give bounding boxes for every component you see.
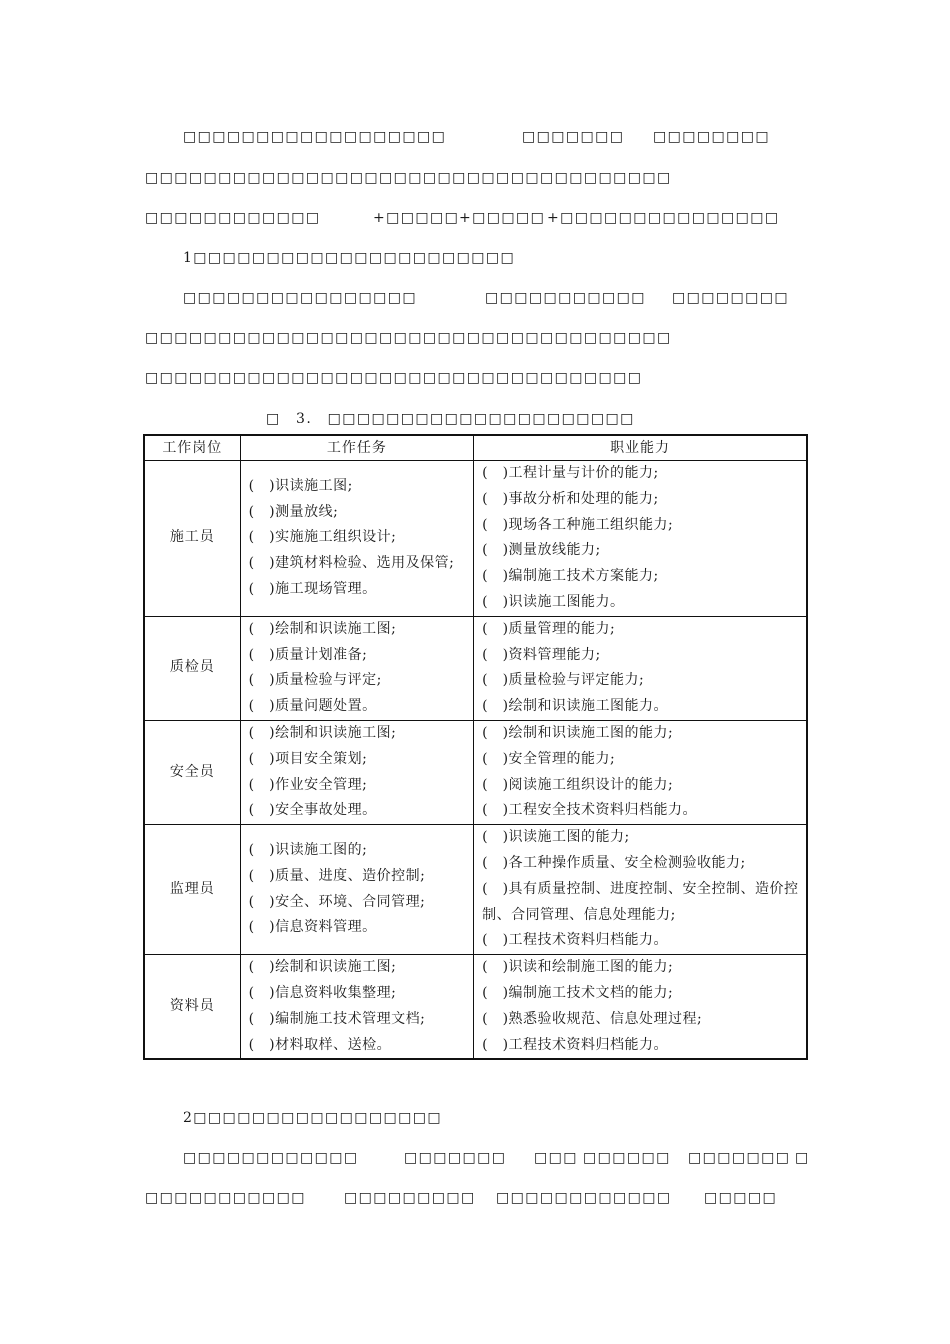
ability-item: ( )阅读施工组织设计的能力; [482,776,674,793]
tasks-cell [240,616,473,720]
text-segment: +□□□□□ [459,210,546,226]
abilities-cell [474,461,807,617]
abilities-cell [474,720,807,824]
text-segment: 2□□□□□□□□□□□□□□□□□ [183,1110,442,1126]
ability-item: ( )质量管理的能力; [482,620,616,637]
task-item: ( )项目安全策划; [248,750,368,767]
paragraph-10-seg3 [496,1190,672,1206]
table-row [144,825,807,955]
paragraph-9-seg5 [688,1150,790,1166]
text-segment: □□□□□□□□□□□□ [145,210,321,226]
ability-item: ( )安全管理的能力; [482,750,616,767]
ability-item: ( )工程技术资料归档能力。 [482,1036,669,1053]
abilities-cell [474,955,807,1060]
paragraph-9 [183,1150,359,1166]
tasks-cell [240,955,473,1060]
post-cell: 质检员 [144,616,240,720]
text-segment: □□□□□□□ [688,1150,791,1166]
task-item: ( )质量计划准备; [248,646,368,663]
paragraph-5 [183,290,417,306]
task-item: ( )安全、环境、合同管理; [248,893,426,910]
text-segment: □□□□□□□□□□□□□□□□□□□□□□□□□□□□□□□□□□□□ [145,170,672,186]
task-item: ( )质量问题处置。 [248,698,377,715]
task-item: ( )测量放线; [248,503,339,520]
ability-item: ( )工程技术资料归档能力。 [482,932,669,949]
ability-item: ( )编制施工技术文档的能力; [482,984,674,1001]
abilities-cell [474,825,807,955]
ability-item: ( )测量放线能力; [482,542,601,559]
task-item: ( )识读施工图; [248,477,353,494]
text-segment: +□□□□□□□□□□□□□□□ [547,210,780,226]
text-segment: □ [795,1150,810,1166]
ability-item: ( )熟悉验收规范、信息处理过程; [482,1010,703,1027]
task-item: ( )质量、进度、造价控制; [248,867,426,884]
ability-item: ( )现场各工种施工组织能力; [482,516,674,533]
ability-item: ( )识读和绘制施工图的能力; [482,959,674,976]
table-row [144,616,807,720]
ability-item: ( )工程安全技术资料归档能力。 [482,802,698,819]
text-segment: □□□ [534,1150,578,1166]
task-item: ( )信息资料收集整理; [248,984,397,1001]
ability-item: ( )编制施工技术方案能力; [482,568,659,585]
ability-item: ( )具有质量控制、进度控制、安全控制、造价控制、合同管理、信息处理能力; [482,880,799,923]
task-item: ( )材料取样、送检。 [248,1036,392,1053]
post-cell: 资料员 [144,955,240,1060]
paragraph-3-seg3 [459,210,545,226]
paragraph-5-seg2 [485,290,646,306]
abilities-cell [474,616,807,720]
header-post: 工作岗位 [144,435,240,461]
task-item: ( )绘制和识读施工图; [248,724,397,741]
paragraph-9-seg4 [583,1150,671,1166]
ability-item: ( )工程计量与计价的能力; [482,465,659,481]
table-row [144,720,807,824]
header-tasks: 工作任务 [240,435,473,461]
table-row [144,461,807,617]
text-segment: □□□□□□ [583,1150,671,1166]
task-item: ( )实施施工组织设计; [248,529,397,546]
task-item: ( )编制施工技术管理文档; [248,1010,426,1027]
job-ability-table [143,434,808,1060]
section-heading-1 [183,250,515,266]
tasks-cell [240,825,473,955]
text-segment: □□□□□□□ [522,129,625,145]
ability-item: ( )各工种操作质量、安全检测验收能力; [482,854,746,871]
text-segment: □□□□□□□□ [653,129,771,145]
tasks-cell [240,720,473,824]
text-segment: +□□□□□ [373,210,460,226]
ability-item: ( )事故分析和处理的能力; [482,490,659,507]
ability-item: ( )资料管理能力; [482,646,601,663]
task-item: ( )质量检验与评定; [248,672,382,689]
ability-item: ( )绘制和识读施工图的能力; [482,724,674,741]
paragraph-6 [145,330,672,346]
text-segment: □□□□□□□□□ [344,1190,476,1206]
paragraph-10-seg4 [704,1190,777,1206]
task-item: ( )作业安全管理; [248,776,368,793]
paragraph-1-seg3 [653,129,770,145]
task-item: ( )绘制和识读施工图; [248,620,397,637]
ability-item: ( )识读施工图的能力; [482,829,630,846]
ability-item: ( )绘制和识读施工图能力。 [482,698,669,715]
post-cell: 施工员 [144,461,240,617]
ability-item: ( )识读施工图能力。 [482,593,625,610]
text-segment: □□□□□□□□□□□ [145,1190,306,1206]
text-segment: □□□□□ [704,1190,778,1206]
paragraph-7 [145,370,642,386]
section-heading-2 [183,1110,442,1126]
text-segment: □□□□□□□□□□□□□□□□□□□□□□□□□□□□□□□□□□ [145,370,643,386]
paragraph-3 [145,210,321,226]
paragraph-9-seg6 [795,1150,810,1166]
table-row [144,955,807,1060]
ability-item: ( )质量检验与评定能力; [482,672,645,689]
tasks-cell [240,461,473,617]
table-header-row [144,435,807,461]
header-abilities: 职业能力 [474,435,807,461]
text-segment: □□□□□□□□□□□□ [183,1150,359,1166]
task-item: ( )信息资料管理。 [248,919,377,936]
text-segment: 1□□□□□□□□□□□□□□□□□□□□□□ [183,250,516,266]
paragraph-9-seg2 [404,1150,506,1166]
task-item: ( )识读施工图的; [248,842,368,859]
text-segment: □□□□□□□ [404,1150,507,1166]
text-segment: □□□□□□□□□□□□□□□□ [183,290,418,306]
text-segment: □□□□□□□□□□□□□□□□□□ [183,129,447,145]
task-item: ( )施工现场管理。 [248,581,377,598]
text-segment: □□□□□□□□□□□ [485,290,646,306]
task-item: ( )绘制和识读施工图; [248,959,397,976]
paragraph-5-seg3 [672,290,789,306]
text-segment: □□□□□□□□ [672,290,790,306]
post-cell: 安全员 [144,720,240,824]
paragraph-10 [145,1190,306,1206]
text-segment: □□□□□□□□□□□□ [496,1190,672,1206]
paragraph-9-seg3 [534,1150,578,1166]
task-item: ( )安全事故处理。 [248,802,377,819]
table-caption: □ 3. □□□□□□□□□□□□□□□□□□□□□ [266,411,635,427]
paragraph-10-seg2 [344,1190,476,1206]
paragraph-3-seg2 [373,210,459,226]
paragraph-2 [145,170,672,186]
paragraph-3-seg4 [547,210,780,226]
paragraph-1-seg2 [522,129,624,145]
post-cell: 监理员 [144,825,240,955]
text-segment: □□□□□□□□□□□□□□□□□□□□□□□□□□□□□□□□□□□□ [145,330,672,346]
paragraph-1 [183,129,446,145]
task-item: ( )建筑材料检验、选用及保管; [248,555,455,572]
